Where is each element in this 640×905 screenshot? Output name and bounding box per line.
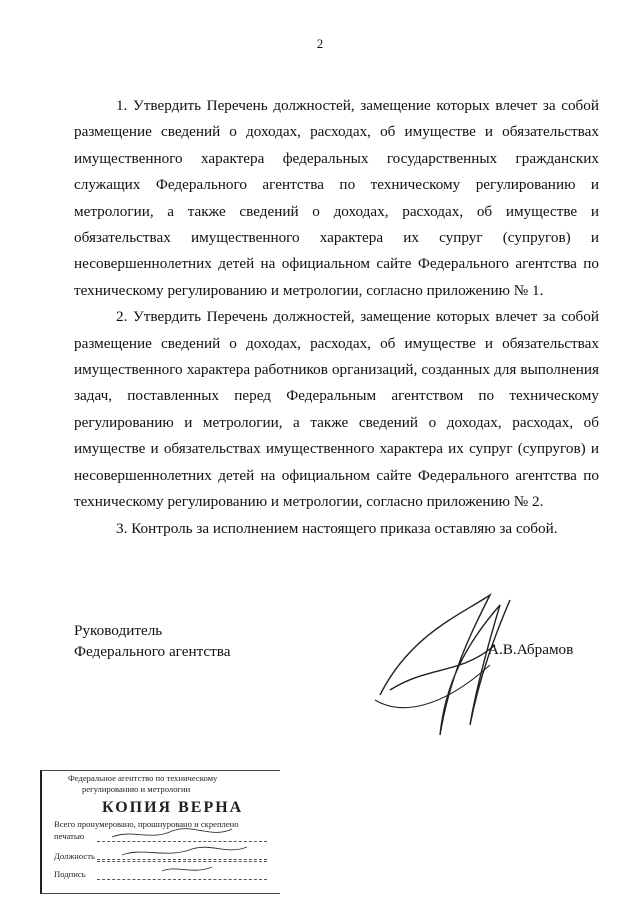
stamp-line-3: Всего пронумеровано, прошнуровано и скреплено	[54, 819, 239, 829]
stamp-label-position: Должность	[54, 851, 95, 861]
signatory-title	[74, 620, 231, 662]
paragraph-3: 3. Контроль за исполнением настоящего приказа оставляю за собой.	[116, 519, 558, 537]
paragraph-2: 2. Утвердить Перечень должностей, замещение которых влечет за собой размещение сведений о доходах, расходах, об имуществе и обязательствах имущественного характера работников организаций, созданных для выполнения задач, поставленных перед Федеральным агентством по техническому регулированию и метрологии, а также сведений о доходах, расходах, об имуществе и обязательствах имущественного характера их супруг (супругов) и несовершеннолетних детей на официальном сайте Федерального агентства по техническому регулированию и метрологии, согласно приложению № 2.	[74, 308, 599, 511]
stamp-title: КОПИЯ ВЕРНА	[102, 799, 244, 816]
certified-copy-stamp	[40, 770, 280, 894]
signatory-title-line-1: Руководитель	[74, 622, 163, 639]
stamp-label-signature: Подпись	[54, 869, 86, 879]
stamp-org-line-1: Федеральное агентство по техническому	[68, 773, 218, 783]
signatory-title-line-2: Федерального агентства	[74, 643, 231, 660]
page-number: 2	[316, 36, 324, 51]
handwritten-signature	[370, 575, 530, 745]
stamp-line-4: печатью	[54, 831, 85, 841]
document-body	[74, 93, 599, 542]
stamp-handwriting	[42, 771, 280, 893]
paragraph-1: 1. Утвердить Перечень должностей, замещение которых влечет за собой размещение сведений о доходах, расходах, об имуществе и обязательствах имущественного характера федеральных государственных гражданских служащих Федерального агентства по техническому регулированию и метрологии, а также сведений о доходах, расходах, об имуществе и обязательствах имущественного характера их супруг (супругов) и несовершеннолетних детей на официальном сайте Федерального агентства по техническому регулированию и метрологии, согласно приложению № 1.	[74, 97, 599, 299]
stamp-org-line-2: регулированию и метрологии	[82, 784, 191, 794]
signatory-name: А.В.Абрамов	[488, 641, 574, 658]
